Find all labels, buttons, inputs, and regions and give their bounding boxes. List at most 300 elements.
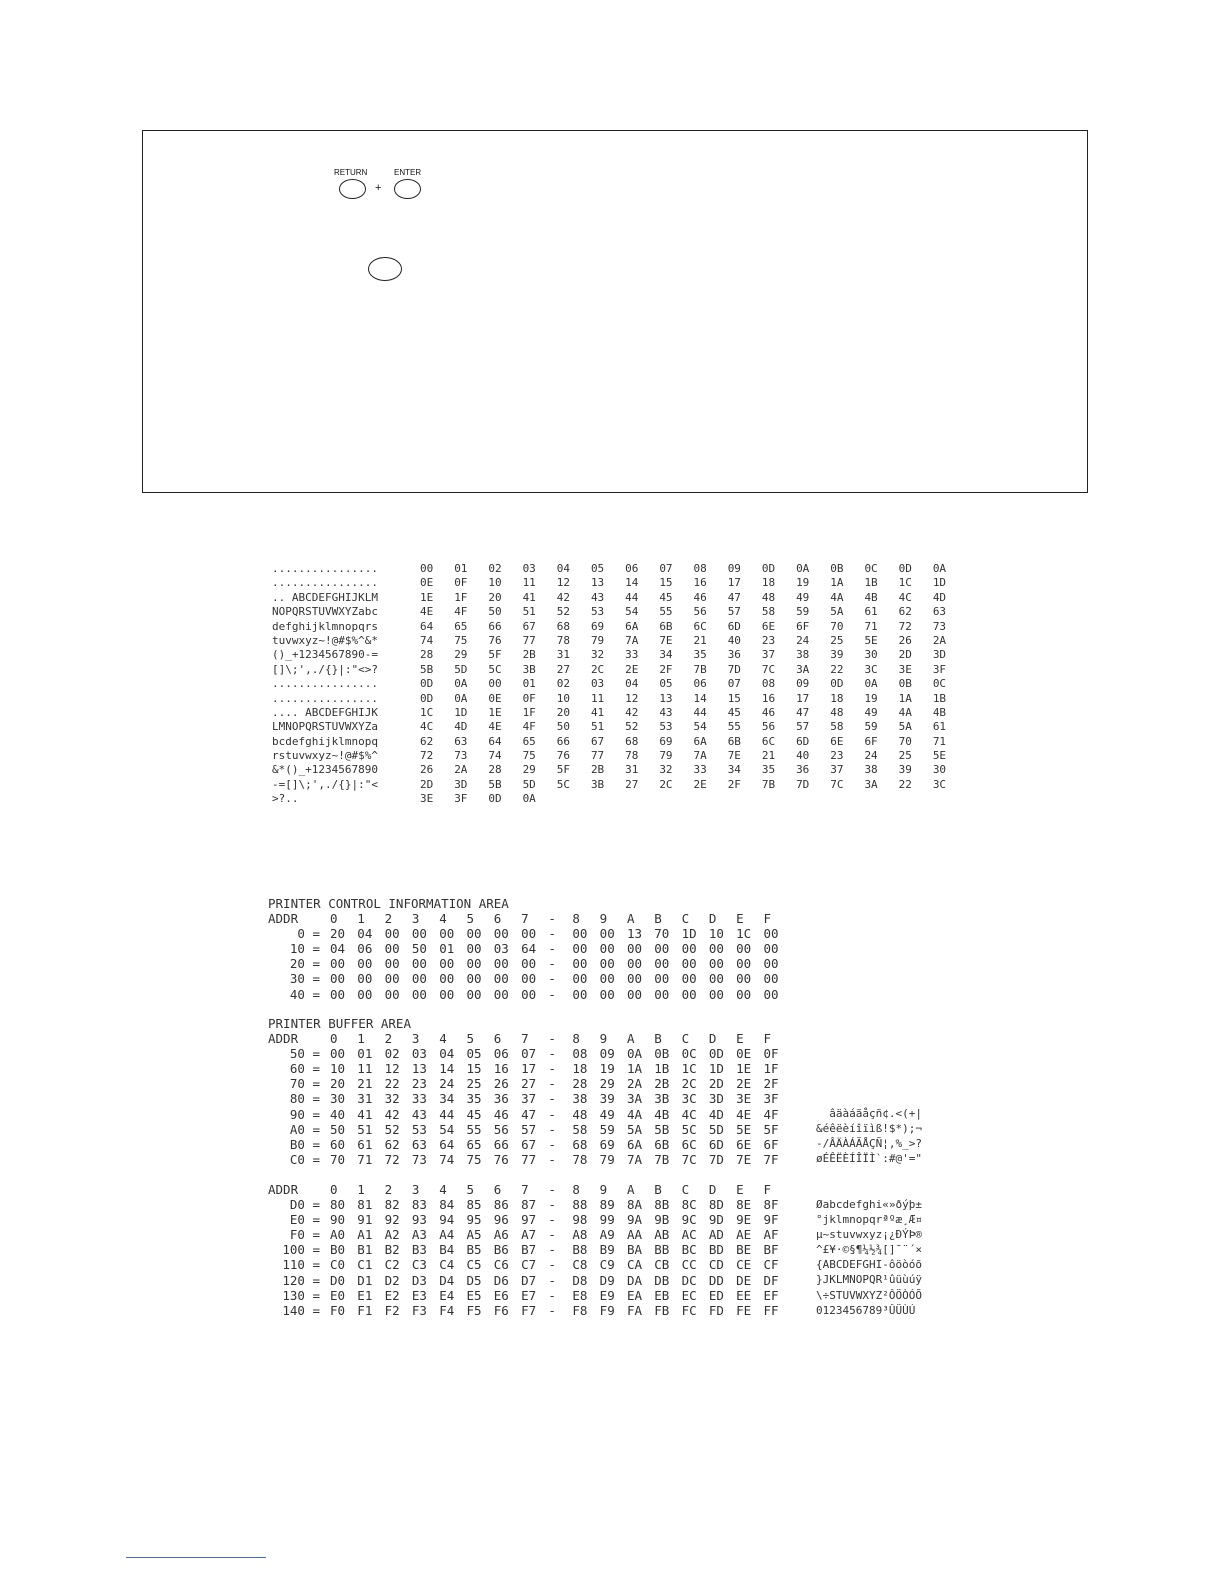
hexdump-byte: 2F xyxy=(727,777,741,791)
hexdump-byte: 64 xyxy=(488,734,502,748)
byte-value: 00 xyxy=(626,956,643,972)
row-bytes xyxy=(330,1076,791,1091)
hexdump-byte: 1F xyxy=(522,705,536,719)
column-header: 4 xyxy=(439,1182,447,1197)
byte-value: C0 xyxy=(330,1257,346,1273)
hexdump-row xyxy=(272,562,967,576)
hexdump-byte: 23 xyxy=(761,633,776,647)
instruction-box xyxy=(142,130,1088,493)
byte-value: 67 xyxy=(521,1136,537,1152)
hexdump-row xyxy=(272,749,967,763)
hexdump-text: tuvwxyz~!@#$%^&* xyxy=(272,633,378,647)
hexdump-byte: 6E xyxy=(830,734,844,748)
byte-value: A2 xyxy=(384,1227,400,1243)
hexdump-byte: 73 xyxy=(932,619,947,633)
hexdump-byte: 1C xyxy=(420,705,434,719)
byte-value: FA xyxy=(626,1302,643,1318)
byte-value: 8B xyxy=(654,1197,670,1213)
byte-value: ED xyxy=(708,1287,724,1303)
byte-value: F3 xyxy=(411,1302,427,1318)
hexdump-byte: 72 xyxy=(898,619,912,633)
column-header: E xyxy=(736,1182,744,1197)
hexdump-byte: 26 xyxy=(420,763,434,777)
hexdump-byte: 6D xyxy=(727,619,741,633)
buffer-char-map-continued xyxy=(816,1197,922,1318)
key-icon xyxy=(368,257,402,281)
hexdump-byte: 34 xyxy=(727,763,741,777)
hexdump-byte: 72 xyxy=(420,749,434,763)
byte-value: 27 xyxy=(521,1076,537,1092)
byte-value: D2 xyxy=(384,1272,400,1288)
hexdump-byte: 3D xyxy=(932,648,947,662)
row-bytes xyxy=(330,1122,791,1137)
hexdump-byte: 3B xyxy=(590,777,605,791)
hexdump-byte: 37 xyxy=(830,763,844,777)
byte-value: 9A xyxy=(626,1212,643,1228)
hexdump-byte: 12 xyxy=(556,576,570,590)
hexdump-byte: 77 xyxy=(522,633,536,647)
hexdump-byte: 54 xyxy=(625,605,639,619)
byte-value: 04 xyxy=(330,941,346,957)
byte-value: F8 xyxy=(572,1302,588,1318)
byte-value: - xyxy=(548,1212,556,1228)
hexdump-byte: 0D xyxy=(420,677,434,691)
address-row xyxy=(268,1227,791,1242)
byte-value: 93 xyxy=(411,1212,427,1228)
hexdump-byte: 2A xyxy=(454,763,468,777)
byte-value: 51 xyxy=(357,1121,373,1137)
hexdump-byte: 31 xyxy=(556,648,570,662)
byte-value: 4C xyxy=(681,1106,697,1122)
row-address: D0 = xyxy=(289,1197,320,1213)
row-bytes xyxy=(330,1152,791,1167)
hexdump-byte: 45 xyxy=(659,590,673,604)
byte-value: 96 xyxy=(493,1212,509,1228)
byte-value: 00 xyxy=(654,956,670,972)
byte-value: FD xyxy=(708,1302,724,1318)
byte-value: 09 xyxy=(599,1046,615,1062)
address-row xyxy=(268,1046,791,1061)
byte-value: 00 xyxy=(330,956,346,972)
byte-value: 00 xyxy=(466,986,482,1002)
byte-value: 90 xyxy=(330,1212,346,1228)
byte-value: B8 xyxy=(572,1242,588,1258)
byte-value: 00 xyxy=(763,941,779,957)
hexdump-byte: 67 xyxy=(590,734,605,748)
column-header: 1 xyxy=(357,1182,365,1197)
hexdump-byte: 0C xyxy=(864,562,878,575)
hexdump-byte: 5A xyxy=(830,605,844,619)
hexdump-byte: 0E xyxy=(420,576,434,590)
hexdump-byte: 0D xyxy=(420,691,434,705)
byte-value: 74 xyxy=(439,1151,455,1167)
byte-value: 17 xyxy=(521,1061,537,1077)
hexdump-byte: 53 xyxy=(659,720,673,734)
byte-value: A3 xyxy=(411,1227,427,1243)
char-map-line: µ~stuvwxyz¡¿ÐÝÞ® xyxy=(816,1228,922,1242)
hexdump-byte: 5F xyxy=(488,648,502,662)
column-header: 9 xyxy=(599,1182,608,1197)
hexdump-byte: 18 xyxy=(830,691,844,705)
plus-sign: + xyxy=(375,182,382,194)
hexdump-byte: 26 xyxy=(898,633,912,647)
hexdump-byte: 3A xyxy=(796,662,810,676)
byte-value: AC xyxy=(681,1227,697,1243)
hexdump-byte: 4D xyxy=(454,720,468,734)
hexdump-byte: 2B xyxy=(522,648,536,662)
hexdump-byte: 2B xyxy=(590,763,605,777)
printer-buffer-area xyxy=(268,1016,791,1167)
hexdump-text: ................ xyxy=(272,691,378,705)
byte-value: 49 xyxy=(599,1106,615,1122)
byte-value: E5 xyxy=(466,1287,482,1303)
row-address: F0 = xyxy=(289,1227,320,1243)
hexdump-byte: 7D xyxy=(727,662,741,676)
row-address: A0 = xyxy=(289,1121,320,1137)
byte-value: 00 xyxy=(599,956,615,972)
byte-value: B0 xyxy=(330,1242,346,1258)
hexdump-byte: 0D xyxy=(761,562,776,575)
byte-value: 00 xyxy=(493,986,509,1002)
hexdump-byte: 42 xyxy=(625,705,639,719)
byte-value: 00 xyxy=(439,971,455,987)
hexdump-byte: 6F xyxy=(864,734,878,748)
byte-value: B4 xyxy=(439,1242,455,1258)
byte-value: DB xyxy=(654,1272,670,1288)
byte-value: 3A xyxy=(626,1091,643,1107)
hexdump-byte: 63 xyxy=(454,734,468,748)
byte-value: D5 xyxy=(466,1272,482,1288)
row-bytes xyxy=(330,1197,791,1212)
byte-value: F2 xyxy=(384,1302,400,1318)
byte-value: 00 xyxy=(521,971,537,987)
byte-value: EB xyxy=(654,1287,670,1303)
hexdump-byte: 52 xyxy=(556,605,570,619)
byte-value: 5A xyxy=(626,1121,643,1137)
byte-value: 00 xyxy=(357,956,373,972)
hexdump-byte: 6A xyxy=(693,734,707,748)
row-address: 130 = xyxy=(282,1287,320,1303)
byte-value: 0F xyxy=(763,1046,779,1062)
hexdump-byte: 74 xyxy=(488,749,502,763)
byte-value: F5 xyxy=(466,1302,482,1318)
byte-value: 00 xyxy=(736,956,752,972)
byte-value: FF xyxy=(763,1302,779,1318)
hexdump-text: bcdefghijklmnopq xyxy=(272,734,378,748)
byte-value: - xyxy=(548,1061,556,1077)
byte-value: CC xyxy=(681,1257,697,1273)
hexdump-byte: 25 xyxy=(898,749,912,763)
byte-value: 54 xyxy=(439,1121,455,1137)
hexdump-byte: 3F xyxy=(932,662,947,676)
hexdump-byte: 1B xyxy=(864,576,878,590)
hexdump-byte: 35 xyxy=(693,648,707,662)
byte-value: 3F xyxy=(763,1091,779,1107)
printer-buffer-area-continued xyxy=(268,1182,791,1318)
row-bytes xyxy=(330,987,791,1002)
hexdump-byte: 3C xyxy=(864,662,878,676)
row-address: 120 = xyxy=(282,1272,320,1288)
hexdump-byte: 0A xyxy=(522,792,536,806)
byte-value: F9 xyxy=(599,1302,615,1318)
hexdump-byte: 69 xyxy=(659,734,673,748)
hexdump-byte: 21 xyxy=(761,749,776,763)
hexdump-byte: 2E xyxy=(693,777,707,791)
hexdump-byte: 28 xyxy=(488,763,502,777)
hexdump-byte: 43 xyxy=(590,590,605,604)
address-row xyxy=(268,1242,791,1257)
byte-value: D0 xyxy=(330,1272,346,1288)
hexdump-byte: 52 xyxy=(625,720,639,734)
byte-value: 6F xyxy=(763,1136,779,1152)
byte-value: 03 xyxy=(493,941,509,957)
byte-value: CB xyxy=(654,1257,670,1273)
byte-value: F1 xyxy=(357,1302,373,1318)
hexdump-byte: 0A xyxy=(796,562,810,575)
hexdump-text: defghijklmnopqrs xyxy=(272,619,378,633)
byte-value: 50 xyxy=(411,941,427,957)
byte-value: 2B xyxy=(654,1076,670,1092)
byte-value: 56 xyxy=(493,1121,509,1137)
byte-value: CA xyxy=(626,1257,643,1273)
hexdump-byte: 65 xyxy=(522,734,536,748)
address-row xyxy=(268,1107,791,1122)
byte-value: 1F xyxy=(763,1061,779,1077)
hexdump-byte: 27 xyxy=(556,662,570,676)
hexdump-text: -=[]\;',./{}|:"< xyxy=(272,777,378,791)
hexdump-byte: 38 xyxy=(796,648,810,662)
byte-value: 8A xyxy=(626,1197,643,1213)
byte-value: DE xyxy=(736,1272,752,1288)
column-header: C xyxy=(681,1031,690,1047)
hexdump-byte: 07 xyxy=(727,677,741,691)
column-header: 6 xyxy=(493,1031,502,1047)
byte-value: 00 xyxy=(384,971,400,987)
column-header: 5 xyxy=(466,1182,475,1197)
hexdump-byte: 3B xyxy=(522,662,536,676)
byte-value: - xyxy=(548,1151,556,1167)
hexdump-byte: 42 xyxy=(556,590,570,604)
enter-key-label: ENTER xyxy=(394,168,422,177)
byte-value: 00 xyxy=(708,941,724,957)
hexdump-byte: 20 xyxy=(488,590,502,604)
byte-value: 2E xyxy=(736,1076,752,1092)
hexdump-byte: 27 xyxy=(625,777,639,791)
byte-value: 21 xyxy=(357,1076,373,1092)
byte-value: 60 xyxy=(330,1136,346,1152)
hexdump-byte: 70 xyxy=(898,734,912,748)
char-map-line: âäàáãåçñ¢.<(+| xyxy=(816,1107,922,1120)
hexdump-byte: 45 xyxy=(727,705,741,719)
row-bytes xyxy=(330,971,791,986)
hexdump-byte: 78 xyxy=(556,633,570,647)
byte-value: B9 xyxy=(599,1242,615,1258)
byte-value: A9 xyxy=(599,1227,615,1243)
address-row xyxy=(268,941,791,956)
hexdump-byte: 00 xyxy=(420,562,434,575)
hexdump-byte: 75 xyxy=(522,749,536,763)
hexdump-byte: 61 xyxy=(932,720,947,734)
row-address: B0 = xyxy=(289,1136,320,1152)
byte-value: 83 xyxy=(411,1197,427,1213)
hexdump-text: &*()_+1234567890 xyxy=(272,763,378,777)
hexdump-byte: 51 xyxy=(522,605,536,619)
byte-value: BA xyxy=(626,1242,643,1258)
byte-value: 00 xyxy=(599,926,615,942)
byte-value: 8C xyxy=(681,1197,697,1213)
area-title: PRINTER CONTROL INFORMATION AREA xyxy=(268,896,509,911)
hexdump-byte: 54 xyxy=(693,720,707,734)
column-header: 2 xyxy=(384,1182,393,1197)
byte-value: 81 xyxy=(357,1197,373,1213)
byte-value: 1B xyxy=(654,1061,670,1077)
byte-value: - xyxy=(548,971,556,987)
byte-value: 00 xyxy=(736,986,752,1002)
row-address: 80 = xyxy=(289,1091,320,1107)
byte-value: AB xyxy=(654,1227,670,1243)
byte-value: 20 xyxy=(330,1076,346,1092)
byte-value: - xyxy=(548,1257,556,1273)
hexdump-byte: 15 xyxy=(727,691,741,705)
byte-value: F4 xyxy=(439,1302,455,1318)
address-row xyxy=(268,956,791,971)
addr-header: ADDR xyxy=(268,1182,299,1197)
byte-value: - xyxy=(548,1076,556,1092)
hexdump-byte: 13 xyxy=(590,576,605,590)
address-row xyxy=(268,1076,791,1091)
hexdump-byte: 51 xyxy=(590,720,605,734)
byte-value: 7B xyxy=(654,1151,670,1167)
byte-value: 00 xyxy=(626,971,643,987)
byte-value: 04 xyxy=(357,926,373,942)
hexdump-byte: 34 xyxy=(659,648,673,662)
hexdump-byte: 74 xyxy=(420,633,434,647)
hexdump-row xyxy=(272,576,967,590)
hexdump-byte: 4A xyxy=(830,590,844,604)
byte-value: E0 xyxy=(330,1287,346,1303)
row-address: 70 = xyxy=(289,1076,320,1092)
byte-value: A6 xyxy=(493,1227,509,1243)
byte-value: D9 xyxy=(599,1272,615,1288)
hexdump-byte: 0B xyxy=(830,562,844,575)
byte-value: 3E xyxy=(736,1091,752,1107)
hexdump-byte: 00 xyxy=(488,677,502,691)
hexdump-byte: 62 xyxy=(898,605,912,619)
byte-value: BE xyxy=(736,1242,752,1258)
byte-value: 00 xyxy=(357,971,373,987)
hexdump-byte: 2A xyxy=(932,633,947,647)
byte-value: 57 xyxy=(521,1121,537,1137)
hexdump-byte: 76 xyxy=(488,633,502,647)
row-bytes xyxy=(330,1303,791,1318)
column-header-row xyxy=(268,1182,791,1197)
column-header: 3 xyxy=(411,1182,420,1197)
char-map-line: øÉÊËÈÍÎÏÌ`:#@'=" xyxy=(816,1152,922,1166)
row-address: 90 = xyxy=(289,1106,320,1122)
hexdump-byte: 07 xyxy=(659,562,673,575)
column-headers xyxy=(330,1031,791,1046)
hexdump-byte: 4F xyxy=(522,720,536,734)
hexdump-byte: 6E xyxy=(761,619,776,633)
row-address: 20 = xyxy=(289,956,320,972)
byte-value: - xyxy=(548,1106,556,1122)
byte-value: - xyxy=(548,1121,556,1137)
hexdump-byte: 6B xyxy=(659,619,673,633)
byte-value: 24 xyxy=(439,1076,455,1092)
byte-value: 00 xyxy=(493,956,509,972)
address-row xyxy=(268,1273,791,1288)
byte-value: 00 xyxy=(736,971,752,987)
byte-value: 7A xyxy=(626,1151,643,1167)
byte-value: 4A xyxy=(626,1106,643,1122)
hexdump-byte: 39 xyxy=(830,648,844,662)
byte-value: 00 xyxy=(411,986,427,1002)
hexdump-text: ()_+1234567890-= xyxy=(272,648,378,662)
hexdump-byte: 66 xyxy=(488,619,502,633)
column-header: D xyxy=(708,911,717,927)
byte-value: E7 xyxy=(521,1287,537,1303)
hexdump-byte: 14 xyxy=(693,691,707,705)
address-row xyxy=(268,926,791,941)
hexdump-byte: 3A xyxy=(864,777,878,791)
hexdump-byte: 5C xyxy=(488,662,502,676)
byte-value: D6 xyxy=(493,1272,509,1288)
byte-value: 70 xyxy=(330,1151,346,1167)
byte-value: 8F xyxy=(763,1197,779,1213)
byte-value: B5 xyxy=(466,1242,482,1258)
byte-value: AF xyxy=(763,1227,779,1243)
hexdump-byte: 0D xyxy=(830,677,844,691)
hexdump-byte: 5E xyxy=(932,749,947,763)
hexdump-byte: 10 xyxy=(488,576,502,590)
byte-value: FE xyxy=(736,1302,752,1318)
byte-value: B6 xyxy=(493,1242,509,1258)
byte-value: 4D xyxy=(708,1106,724,1122)
char-map-line: Øabcdefghi«»ðýþ± xyxy=(816,1198,922,1211)
byte-value: 00 xyxy=(763,956,779,972)
hexdump-byte: 0A xyxy=(864,677,878,691)
addr-header: ADDR xyxy=(268,911,299,927)
column-header: - xyxy=(548,1031,556,1047)
hexdump-byte: 7A xyxy=(693,749,707,763)
byte-value: 05 xyxy=(466,1046,482,1062)
byte-value: 53 xyxy=(411,1121,427,1137)
byte-value: 00 xyxy=(411,956,427,972)
char-map-line: 0123456789³ÛÜÙÚ xyxy=(816,1303,916,1317)
hexdump-byte: 3D xyxy=(454,777,468,791)
hexdump-byte: 50 xyxy=(488,605,502,619)
byte-value: 20 xyxy=(330,926,346,942)
byte-value: BB xyxy=(654,1242,670,1258)
char-map-line: -/ÂÄÀÁÃÅÇÑ¦,%_>? xyxy=(816,1137,922,1151)
hexdump-byte: 02 xyxy=(488,562,502,575)
row-bytes xyxy=(330,1091,791,1106)
hexdump-byte: 2C xyxy=(659,777,673,791)
hexdump-byte: 4C xyxy=(898,590,912,604)
hexdump-byte: 76 xyxy=(556,749,570,763)
byte-value: 1C xyxy=(681,1061,697,1077)
row-address: 100 = xyxy=(282,1242,320,1258)
byte-value: 65 xyxy=(466,1136,482,1152)
hexdump-byte: 0B xyxy=(898,677,912,691)
byte-value: 6E xyxy=(736,1136,752,1152)
hexdump-byte: 4B xyxy=(932,705,947,719)
byte-value: 86 xyxy=(493,1197,509,1213)
hexdump-byte: 24 xyxy=(864,749,878,763)
hexdump-byte: 12 xyxy=(625,691,639,705)
hexdump-byte: 5C xyxy=(556,777,570,791)
row-bytes xyxy=(330,1212,791,1227)
